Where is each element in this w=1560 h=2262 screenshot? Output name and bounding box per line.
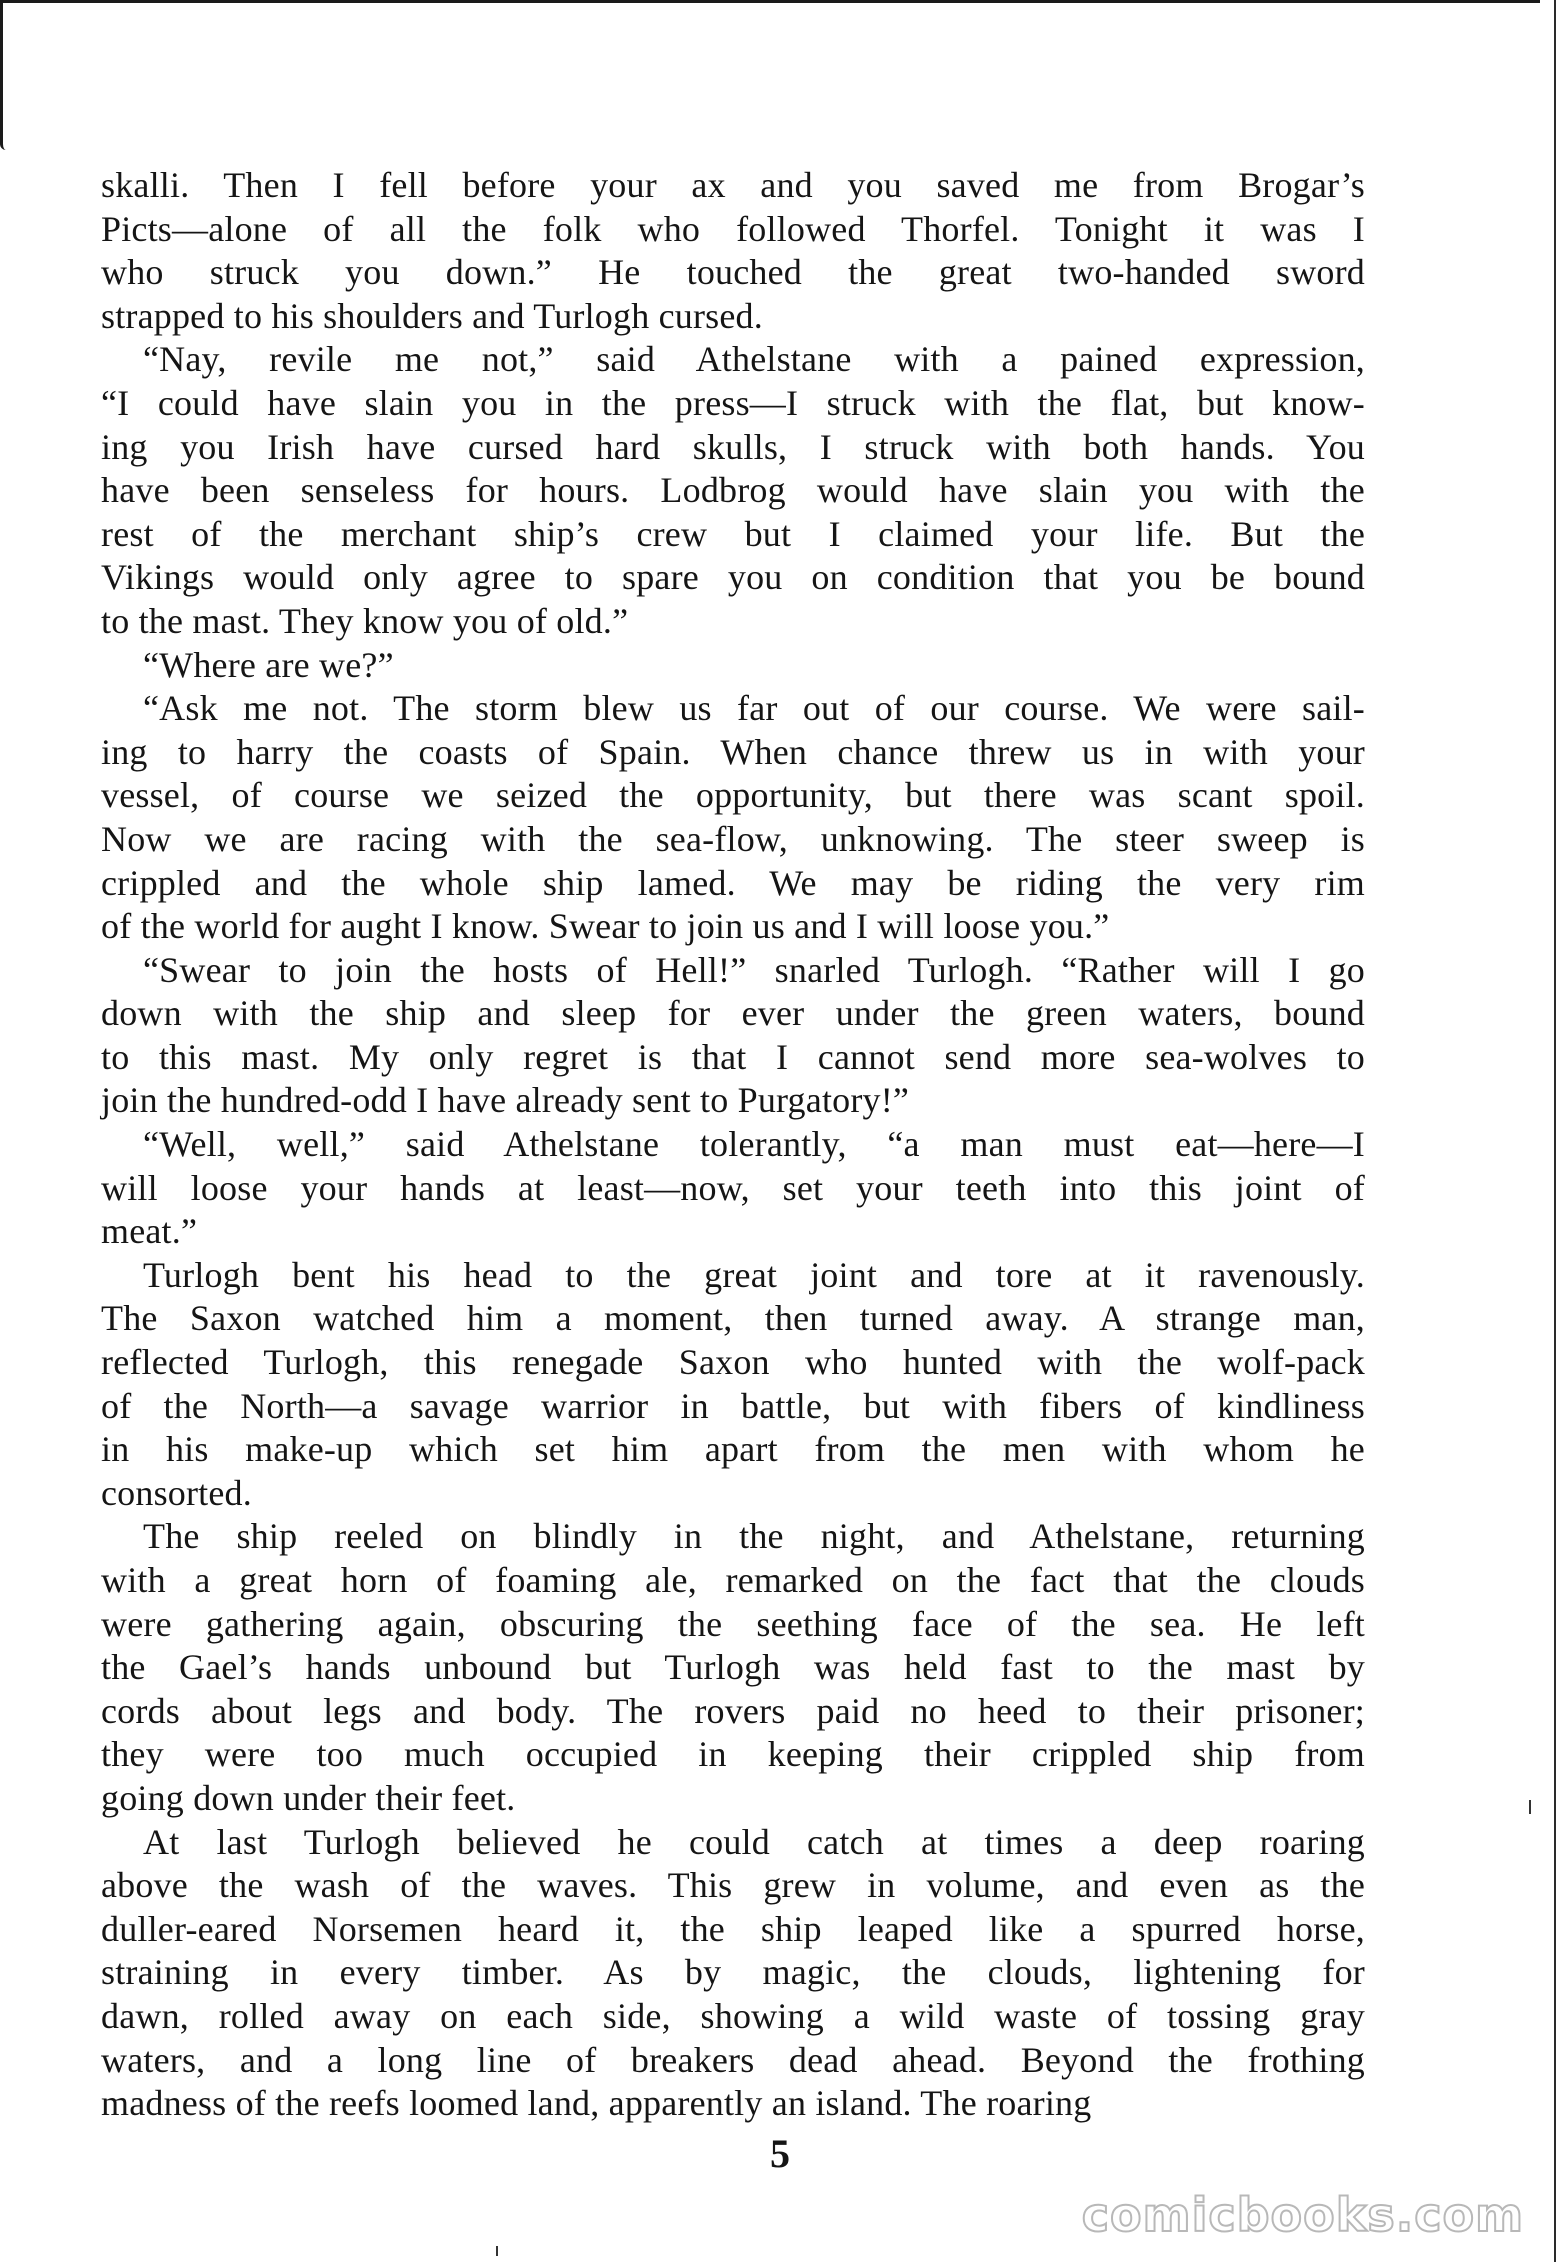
- text-line: straining in every timber. As by magic, the clouds, lightening for: [101, 1952, 1365, 1993]
- text-line: “Where are we?”: [143, 644, 394, 685]
- text-line: dawn, rolled away on each side, showing a wild waste of tossing gray: [101, 1995, 1365, 2036]
- print-speck: [1529, 1800, 1531, 1814]
- text-line: duller-eared Norsemen heard it, the ship leaped like a spurred horse,: [101, 1908, 1365, 1949]
- text-line: “Nay, revile me not,” said Athelstane with a pained expression,: [143, 339, 1365, 380]
- text-line: ing you Irish have cursed hard skulls, I struck with both hands. You: [101, 426, 1365, 467]
- text-line: rest of the merchant ship’s crew but I claimed your life. But the: [101, 513, 1365, 554]
- text-line: in his make-up which set him apart from the men with whom he: [101, 1429, 1365, 1470]
- text-line: madness of the reefs loomed land, apparently an island. The roaring: [101, 2083, 1092, 2124]
- text-line: with a great horn of foaming ale, remarked on the fact that the clouds: [101, 1560, 1365, 1600]
- text-line: “I could have slain you in the press—I struck with the flat, but know-: [101, 382, 1365, 423]
- text-line: Now we are racing with the sea-flow, unknowing. The steer sweep is: [101, 818, 1365, 859]
- page-right-edge: [1554, 0, 1556, 2262]
- paragraph: [101, 1123, 1365, 1254]
- text-line: down with the ship and sleep for ever under the green waters, bound: [101, 993, 1365, 1034]
- text-line: will loose your hands at least—now, set your teeth into this joint of: [101, 1167, 1365, 1208]
- text-line: consorted.: [101, 1472, 252, 1513]
- paragraph: [101, 644, 1365, 688]
- text-line: Picts—alone of all the folk who followed Thorfel. Tonight it was I: [101, 208, 1365, 249]
- text-line: the Gael’s hands unbound but Turlogh was held fast to the mast by: [101, 1647, 1365, 1688]
- text-line: strapped to his shoulders and Turlogh cursed.: [101, 295, 763, 336]
- text-line: crippled and the whole ship lamed. We may be riding the very rim: [101, 862, 1365, 903]
- text-line: join the hundred-odd I have already sent to Purgatory!”: [101, 1080, 910, 1121]
- paragraph: [101, 949, 1365, 1123]
- text-line: meat.”: [101, 1211, 198, 1252]
- text-line: Turlogh bent his head to the great joint and tore at it ravenously.: [143, 1254, 1365, 1295]
- text-line: have been senseless for hours. Lodbrog would have slain you with the: [101, 470, 1365, 511]
- text-line: of the North—a savage warrior in battle, but with fibers of kindliness: [101, 1385, 1365, 1426]
- paragraph: [101, 1821, 1365, 2126]
- text-line: The Saxon watched him a moment, then turned away. A strange man,: [101, 1298, 1365, 1339]
- text-line: “Ask me not. The storm blew us far out of our course. We were sail-: [143, 688, 1365, 729]
- watermark: comicbooks.com: [1081, 2188, 1524, 2242]
- page-top-edge: [0, 0, 1540, 3]
- text-line: they were too much occupied in keeping their crippled ship from: [101, 1734, 1365, 1775]
- paragraph: [101, 338, 1365, 643]
- text-line: At last Turlogh believed he could catch at times a deep roaring: [143, 1821, 1365, 1862]
- text-line: above the wash of the waves. This grew in volume, and even as the: [101, 1865, 1365, 1906]
- text-line: cords about legs and body. The rovers paid no heed to their prisoner;: [101, 1690, 1365, 1731]
- text-line: to this mast. My only regret is that I cannot send more sea-wolves to: [101, 1036, 1365, 1077]
- paragraph: [101, 1515, 1365, 1820]
- text-line: of the world for aught I know. Swear to join us and I will loose you.”: [101, 906, 1110, 947]
- text-body: [101, 164, 1365, 2126]
- text-line: reflected Turlogh, this renegade Saxon who hunted with the wolf-pack: [101, 1342, 1365, 1383]
- print-speck: [496, 2246, 498, 2256]
- paragraph: [101, 687, 1365, 949]
- text-line: The ship reeled on blindly in the night, and Athelstane, returning: [143, 1516, 1365, 1557]
- text-line: to the mast. They know you of old.”: [101, 600, 629, 641]
- text-line: were gathering again, obscuring the seething face of the sea. He left: [101, 1603, 1365, 1644]
- page-number: 5: [770, 2131, 790, 2176]
- text-line: “Swear to join the hosts of Hell!” snarled Turlogh. “Rather will I go: [143, 949, 1365, 990]
- text-line: skalli. Then I fell before your ax and you saved me from Brogar’s: [101, 165, 1365, 205]
- page-left-edge: [0, 0, 11, 150]
- text-line: ing to harry the coasts of Spain. When chance threw us in with your: [101, 731, 1365, 772]
- text-line: Vikings would only agree to spare you on condition that you be bound: [101, 557, 1365, 598]
- paragraph: [101, 164, 1365, 338]
- text-line: going down under their feet.: [101, 1777, 516, 1818]
- paragraph: [101, 1254, 1365, 1516]
- text-line: waters, and a long line of breakers dead ahead. Beyond the frothing: [101, 2039, 1365, 2080]
- text-line: who struck you down.” He touched the great two-handed sword: [101, 252, 1365, 293]
- text-line: vessel, of course we seized the opportunity, but there was scant spoil.: [101, 775, 1365, 816]
- text-line: “Well, well,” said Athelstane tolerantly, “a man must eat—here—I: [143, 1124, 1365, 1165]
